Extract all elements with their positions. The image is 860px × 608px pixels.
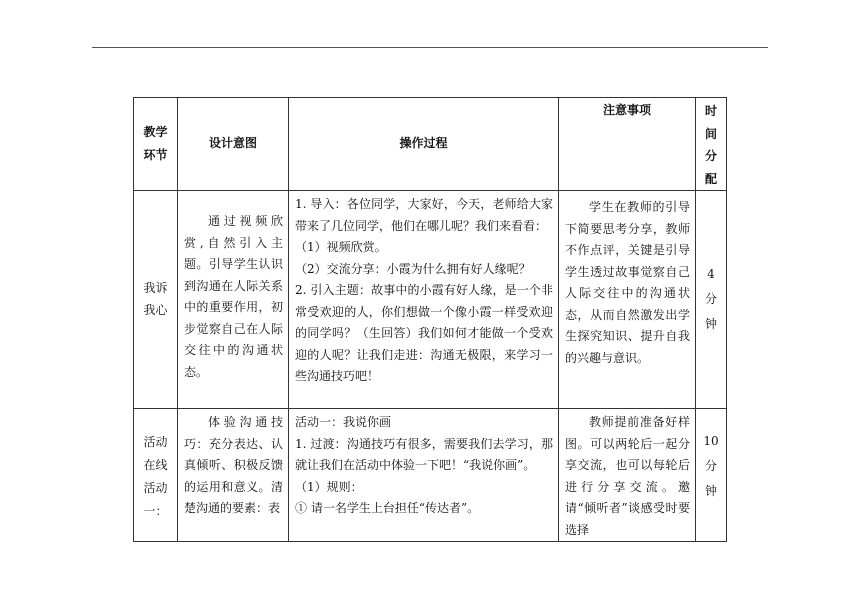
row-process: 活动一：我说你画 1. 过渡：沟通技巧有很多，需要我们去学习，那就让我们在活动中体验一下吧！“我说你画”。 （1）规则： ① 请一名学生上台担任“传达者”。 — [289, 409, 559, 542]
row-notes: 学生在教师的引导下简要思考分享，教师不作点评，关键是引导学生透过故事觉察自己人际交往中的沟通状态，从而自然激发出学生探究知识、提升自我的兴趣与意识。 — [559, 191, 696, 409]
header-time: 时间分配 — [696, 98, 727, 191]
lesson-plan-table — [133, 97, 727, 542]
row-design-intent: 体验沟通技巧：充分表达、认真倾听、积极反馈的运用和意义。清楚沟通的要素：表 — [178, 409, 289, 542]
table-header-row — [134, 98, 727, 191]
table-row — [134, 409, 727, 542]
row-process: 1. 导入：各位同学，大家好，今天，老师给大家带来了几位同学，他们在哪儿呢？我们来看看： （1）视频欣赏。 （2）交流分享：小霞为什么拥有好人缘呢？ 2. 引入主题：故事中的小霞有好人缘，是一个非常受欢迎的人，你们想做一个像小霞一样受欢迎的同学吗？（生回答）我们如何才能做一个受欢迎的人呢？让我们走进：沟通无极限，来学习一些沟通技巧吧！ — [289, 191, 559, 409]
row-stage-label: 我诉我心 — [134, 191, 178, 409]
row-time: 4分钟 — [696, 191, 727, 409]
header-stage: 教学环节 — [134, 98, 178, 191]
row-stage-label: 活动在线活动一： — [134, 409, 178, 542]
row-notes: 教师提前准备好样图。可以两轮后一起分享交流，也可以每轮后进行分享交流。邀请“倾听者”谈感受时要选择 — [559, 409, 696, 542]
header-process: 操作过程 — [289, 98, 559, 191]
header-design: 设计意图 — [178, 98, 289, 191]
header-rule — [92, 47, 768, 48]
row-time: 10分钟 — [696, 409, 727, 542]
table-row — [134, 191, 727, 409]
row-design-intent: 通过视频欣赏,自然引入主题。引导学生认识到沟通在人际关系中的重要作用，初步觉察自己在人际交往中的沟通状态。 — [178, 191, 289, 409]
header-notes: 注意事项 — [559, 98, 696, 191]
